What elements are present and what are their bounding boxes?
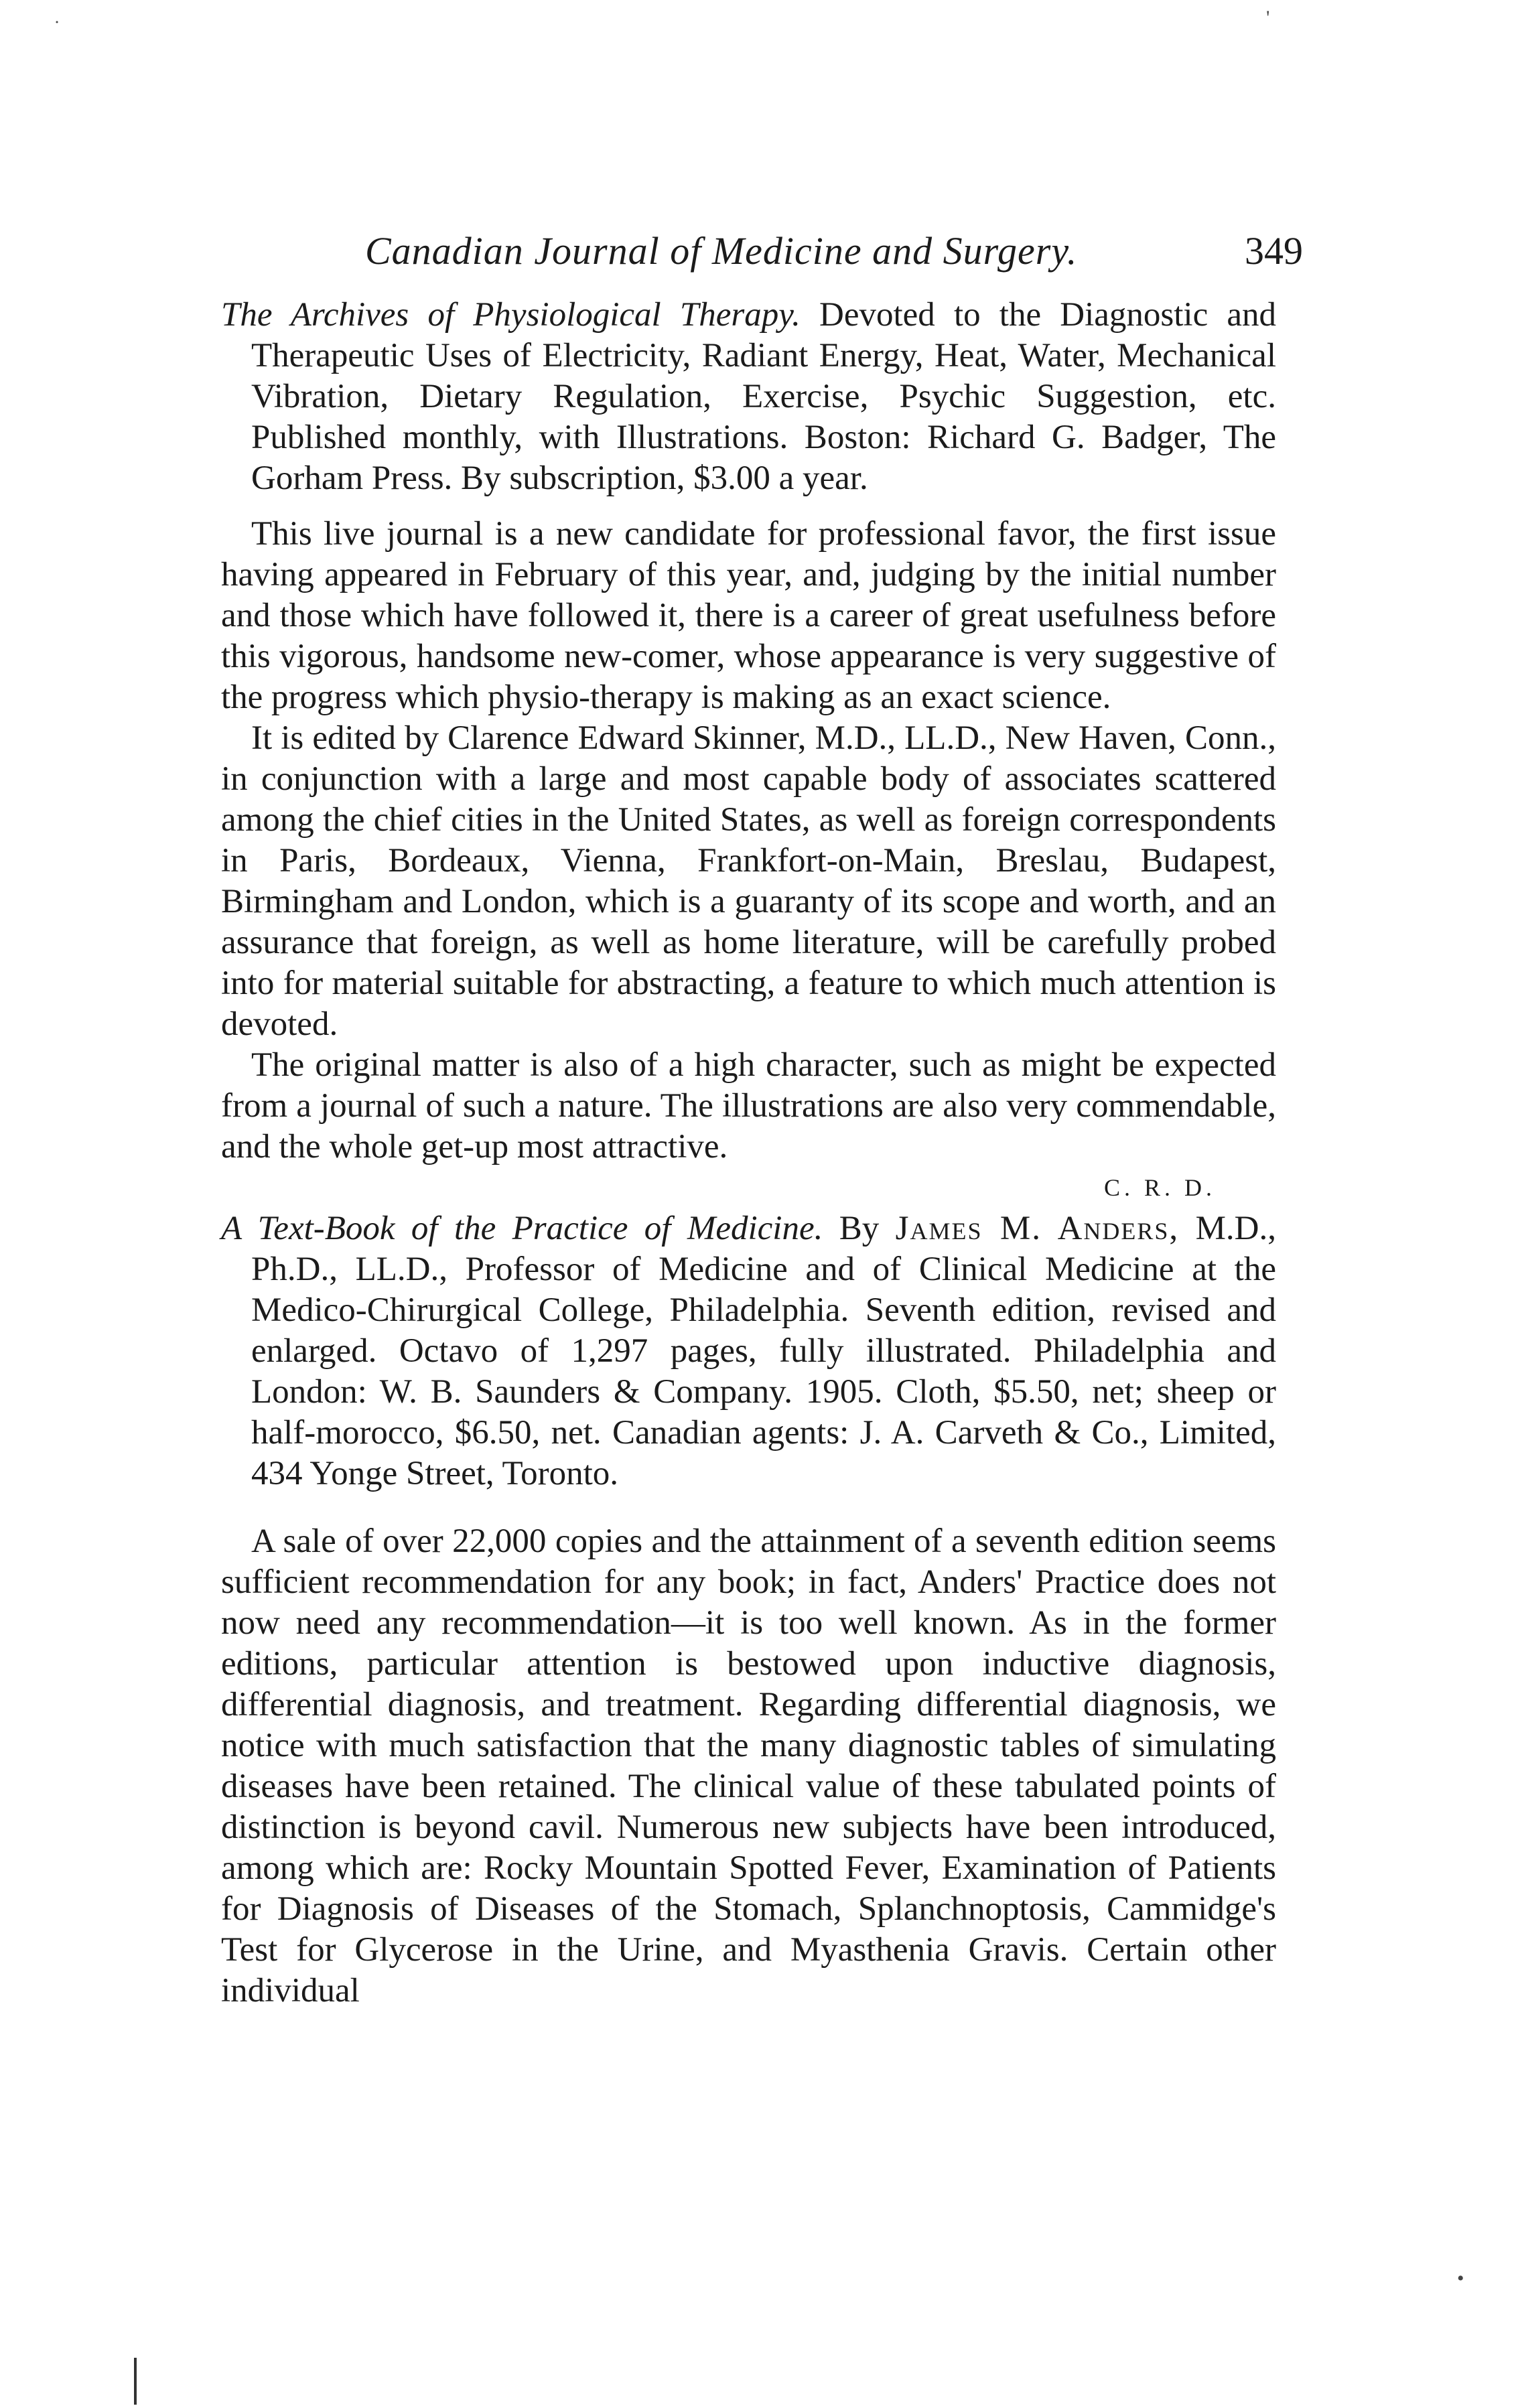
page-header xyxy=(365,221,1303,281)
book-entry-archives xyxy=(221,295,1276,499)
review-paragraph: It is edited by Clarence Edward Skinner, M.D., LL.D., New Haven, Conn., in conjunction with a large and most capable body of associates scattered among the chief cities in the United States, as well as foreign correspondents in Paris, Bordeaux, Vienna, Frankfort-on-Main, Breslau, Budapest, Birmingham and London, which is a guaranty of its scope and worth, and an assurance that foreign, as well as home literature, will be carefully probed into for material suitable for abstracting, a feature to which much attention is devoted. xyxy=(221,719,1276,1043)
book-citation: Devoted to the Diagnostic and Therapeutic Uses of Electricity, Radiant Energy, Heat, Water, Mechanical Vibration, Dietary Regulation, Exercise, Psychic Suggestion, etc. Published monthly, with Illustrations. Boston: Richard G. Badger, The Gorham Press. By subscription, $3.00 a year. xyxy=(251,296,1277,497)
running-head: Canadian Journal of Medicine and Surgery. xyxy=(365,229,1078,273)
scan-speck: • xyxy=(1457,2267,1464,2289)
book-entry-anders xyxy=(221,1208,1276,1494)
page-number: 349 xyxy=(1245,229,1303,273)
body-text xyxy=(221,295,1276,2011)
scan-speck: ˙ xyxy=(54,17,60,39)
review-paragraph: A sale of over 22,000 copies and the attainment of a seventh edition seems sufficient recommendation for any book; in fact, Anders' Practice does not now need any recommendation—it is too well known. As in the former editions, particular attention is bestowed upon inductive diagnosis, differential diagnosis, and treatment. Regarding differential diagnosis, we notice with much satisfaction that the many diagnostic tables of simulating diseases have been retained. The clinical value of these tabulated points of distinction is beyond cavil. Numerous new subjects have been introduced, among which are: Rocky Mountain Spotted Fever, Examination of Patients for Diagnosis of Diseases of the Stomach, Splanchnoptosis, Cammidge's Test for Glycerose in the Urine, and Myasthenia Gravis. Certain other individual xyxy=(221,1522,1276,2009)
author-name: James M. Anders, xyxy=(895,1210,1180,1247)
book-title: The Archives of Physiological Therapy. xyxy=(221,296,801,334)
review-paragraph: This live journal is a new candidate for professional favor, the first issue having appeared in February of this year, and, judging by the initial number and those which have followed it, there is a career of great usefulness before this vigorous, handsome new-comer, whose appearance is very suggestive of the progress which physio-therapy is making as an exact science. xyxy=(221,515,1276,716)
by-word: By xyxy=(839,1210,880,1247)
reviewer-initials: C. R. D. xyxy=(1103,1174,1216,1201)
review-paragraph: The original matter is also of a high character, such as might be expected from a journal of such a nature. The illustrations are also very commendable, and the whole get-up most attractive. xyxy=(221,1046,1276,1165)
scan-speck: ' xyxy=(1266,7,1270,29)
page-edge-line xyxy=(134,2358,137,2405)
book-citation: M.D., Ph.D., LL.D., Professor of Medicine and of Clinical Medicine at the Medico-Chirurgical College, Philadelphia. Seventh edition, revised and enlarged. Octavo of 1,297 pages, fully illustrated. Philadelphia and London: W. B. Saunders & Company. 1905. Cloth, $5.50, net; sheep or half-morocco, $6.50, net. Canadian agents: J. A. Carveth & Co., Limited, 434 Yonge Street, Toronto. xyxy=(251,1210,1276,1492)
book-title: A Text-Book of the Practice of Medicine. xyxy=(221,1210,823,1247)
